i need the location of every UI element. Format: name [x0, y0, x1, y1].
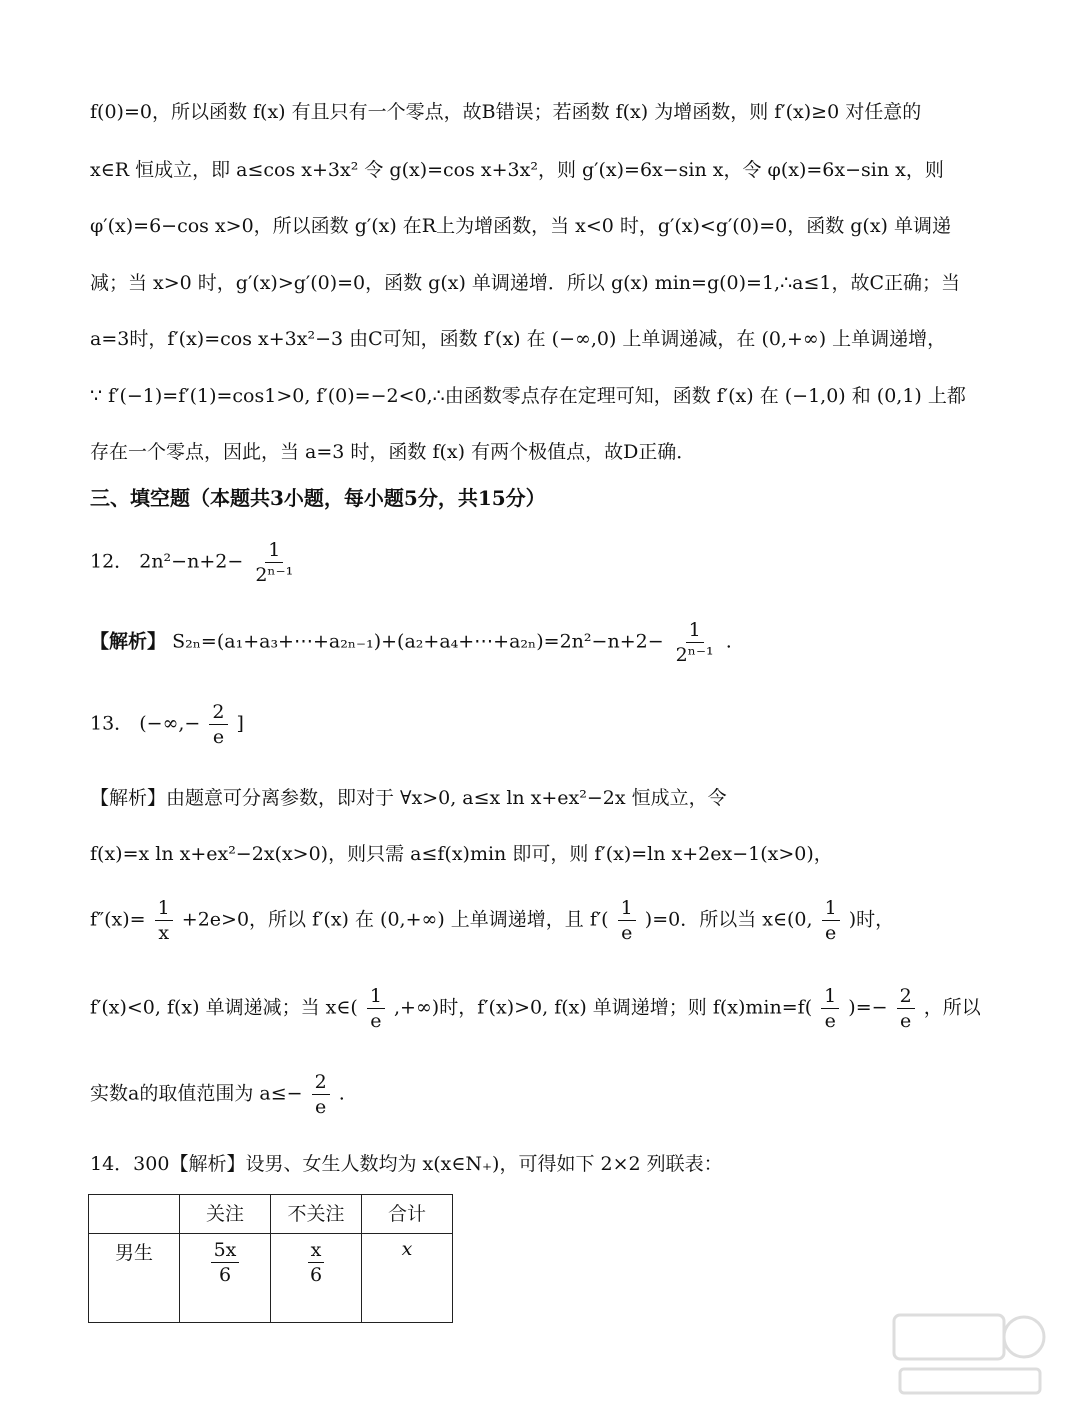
- q13-s5-part-a: 实数a的取值范围为 a≤−: [90, 1082, 303, 1105]
- q13-post: ]: [236, 712, 244, 735]
- q13-s4-frac-1: [367, 984, 385, 1033]
- table-header-cell: 合计: [362, 1195, 453, 1234]
- q13-s4-frac-2: [821, 984, 839, 1033]
- section-heading: 三、填空题（本题共3小题，每小题5分，共15分）: [90, 486, 546, 510]
- q13-s4-frac-2-den: e: [824, 1010, 836, 1032]
- q13-sol-line-1: 【解析】由题意可分离参数，即对于 ∀x>0, a≤x ln x+ex²−2x 恒成立，令: [90, 787, 727, 809]
- q13-sol-line-5: [90, 1070, 988, 1119]
- q13-s4-frac-3-num: 2: [897, 984, 915, 1009]
- cell-frac-den: 6: [309, 1264, 323, 1286]
- q12-sol-tail: .: [725, 630, 732, 653]
- q13-s3-frac-2-den: e: [621, 922, 633, 944]
- q12-number: 12．: [90, 550, 134, 573]
- cell-frac-num: x: [308, 1238, 325, 1263]
- q13-s3-frac-3-den: e: [825, 922, 837, 944]
- q13-s3-part-b: +2e>0，所以 f′(x) 在 (0,+∞) 上单调递增，且 f′(: [181, 908, 609, 931]
- text-line-4: 减；当 x>0 时，g′(x)>g′(0)=0，函数 g(x) 单调递增．所以 g(x) min=g(0)=1,∴a≤1，故C正确；当: [90, 272, 961, 294]
- q12-answer: [90, 538, 988, 587]
- q13-s4-frac-3: [897, 984, 915, 1033]
- q13-s3-frac-2-num: 1: [618, 896, 636, 921]
- q13-s3-part-c: )=0．所以当 x∈(0,: [644, 908, 813, 931]
- q13-sol-line-4: [90, 984, 988, 1033]
- q13-s4-frac-3-den: e: [900, 1010, 912, 1032]
- q14-text: 14．300【解析】设男、女生人数均为 x(x∈N₊)，可得如下 2×2 列联表：: [90, 1153, 723, 1175]
- q13-s4-frac-2-num: 1: [821, 984, 839, 1009]
- q13-s3-frac-1-den: x: [158, 922, 170, 944]
- q13-s3-frac-3: [822, 896, 840, 945]
- text-line-1: f(0)=0，所以函数 f(x) 有且只有一个零点，故B错误；若函数 f(x) 为增函数，则 f′(x)≥0 对任意的: [90, 101, 922, 123]
- table-row: [89, 1234, 453, 1323]
- q13-sol-line-3: [90, 896, 988, 945]
- q12-sol-frac-den: 2ⁿ⁻¹: [675, 644, 714, 666]
- q13-s5-frac-den: e: [315, 1096, 327, 1118]
- q13-sol-line-2: f(x)=x ln x+ex²−2x(x>0)，则只需 a≤f(x)min 即可，则 f′(x)=ln x+2ex−1(x>0)，: [90, 843, 833, 865]
- cell-frac-den: 6: [218, 1264, 232, 1286]
- q13-s4-frac-1-den: e: [370, 1010, 382, 1032]
- table-header-row: [89, 1195, 453, 1234]
- q12-frac-num: 1: [265, 538, 283, 563]
- q13-frac-den: e: [212, 726, 225, 748]
- q13-frac-num: 2: [209, 700, 227, 725]
- text-line-3: φ′(x)=6−cos x>0，所以函数 g′(x) 在R上为增函数，当 x<0 时，g′(x)<g′(0)=0，函数 g(x) 单调递: [90, 215, 952, 237]
- q12-sol-frac-num: 1: [686, 618, 704, 643]
- q13-number: 13．: [90, 712, 134, 735]
- contingency-table: [88, 1194, 453, 1323]
- q13-s4-frac-1-num: 1: [367, 984, 385, 1009]
- table-header-cell: 不关注: [271, 1195, 362, 1234]
- text-line-2: x∈R 恒成立，即 a≤cos x+3x² 令 g(x)=cos x+3x²，则 g′(x)=6x−sin x，令 φ(x)=6x−sin x，则: [90, 159, 944, 181]
- text-line-7: 存在一个零点，因此，当 a=3 时，函数 f(x) 有两个极值点，故D正确．: [90, 441, 696, 463]
- q13-pre: (−∞,−: [139, 712, 201, 735]
- text-line-5: a=3时，f′(x)=cos x+3x²−3 由C可知，函数 f′(x) 在 (−∞,0) 上单调递减，在 (0,+∞) 上单调递增，: [90, 328, 947, 350]
- q12-fraction: [252, 538, 296, 587]
- q13-s3-frac-2: [618, 896, 636, 945]
- watermark-logo: [890, 1311, 1050, 1401]
- q12-sol-label: 【解析】: [90, 630, 167, 653]
- cell-fraction: [211, 1238, 240, 1287]
- q12-sol-fraction: [673, 618, 717, 667]
- q12-frac-den: 2ⁿ⁻¹: [255, 564, 294, 586]
- cell-fraction: [307, 1238, 325, 1287]
- q13-s3-part-a: f″(x)=: [90, 908, 146, 931]
- q12-sol-expr: S₂ₙ=(a₁+a₃+⋯+a₂ₙ₋₁)+(a₂+a₄+⋯+a₂ₙ)=2n²−n+2−: [172, 630, 664, 653]
- q13-s3-part-e: )时，: [848, 908, 895, 931]
- text-line-6: ∵ f′(−1)=f′(1)=cos1>0, f′(0)=−2<0,∴由函数零点存在定理可知，函数 f′(x) 在 (−1,0) 和 (0,1) 上都: [90, 385, 966, 407]
- q13-s5-frac-num: 2: [312, 1070, 330, 1095]
- table-cell: [180, 1234, 271, 1323]
- q13-s3-frac-1: [155, 896, 173, 945]
- table-header-cell: 关注: [180, 1195, 271, 1234]
- q12-expr: 2n²−n+2−: [139, 550, 244, 573]
- q13-s5-frac: [312, 1070, 330, 1119]
- table-row-label: 男生: [89, 1234, 180, 1323]
- q13-answer: [90, 700, 988, 749]
- q12-solution: [90, 618, 988, 667]
- q13-s4-part-e: ，所以: [923, 996, 981, 1019]
- q13-fraction: [209, 700, 227, 749]
- q13-s4-part-b: ,+∞)时，f′(x)>0, f(x) 单调递增；则 f(x)min=f(: [394, 996, 813, 1019]
- q13-s3-frac-1-num: 1: [155, 896, 173, 921]
- table-header-cell: [89, 1195, 180, 1234]
- cell-frac-num: 5x: [211, 1238, 240, 1263]
- table-cell: [271, 1234, 362, 1323]
- q13-s4-part-c: )=−: [848, 996, 888, 1019]
- q13-s3-frac-3-num: 1: [822, 896, 840, 921]
- table-cell: x: [362, 1234, 453, 1323]
- q13-s4-part-a: f′(x)<0, f(x) 单调递减；当 x∈(: [90, 996, 358, 1019]
- q13-s5-part-b: .: [338, 1082, 345, 1105]
